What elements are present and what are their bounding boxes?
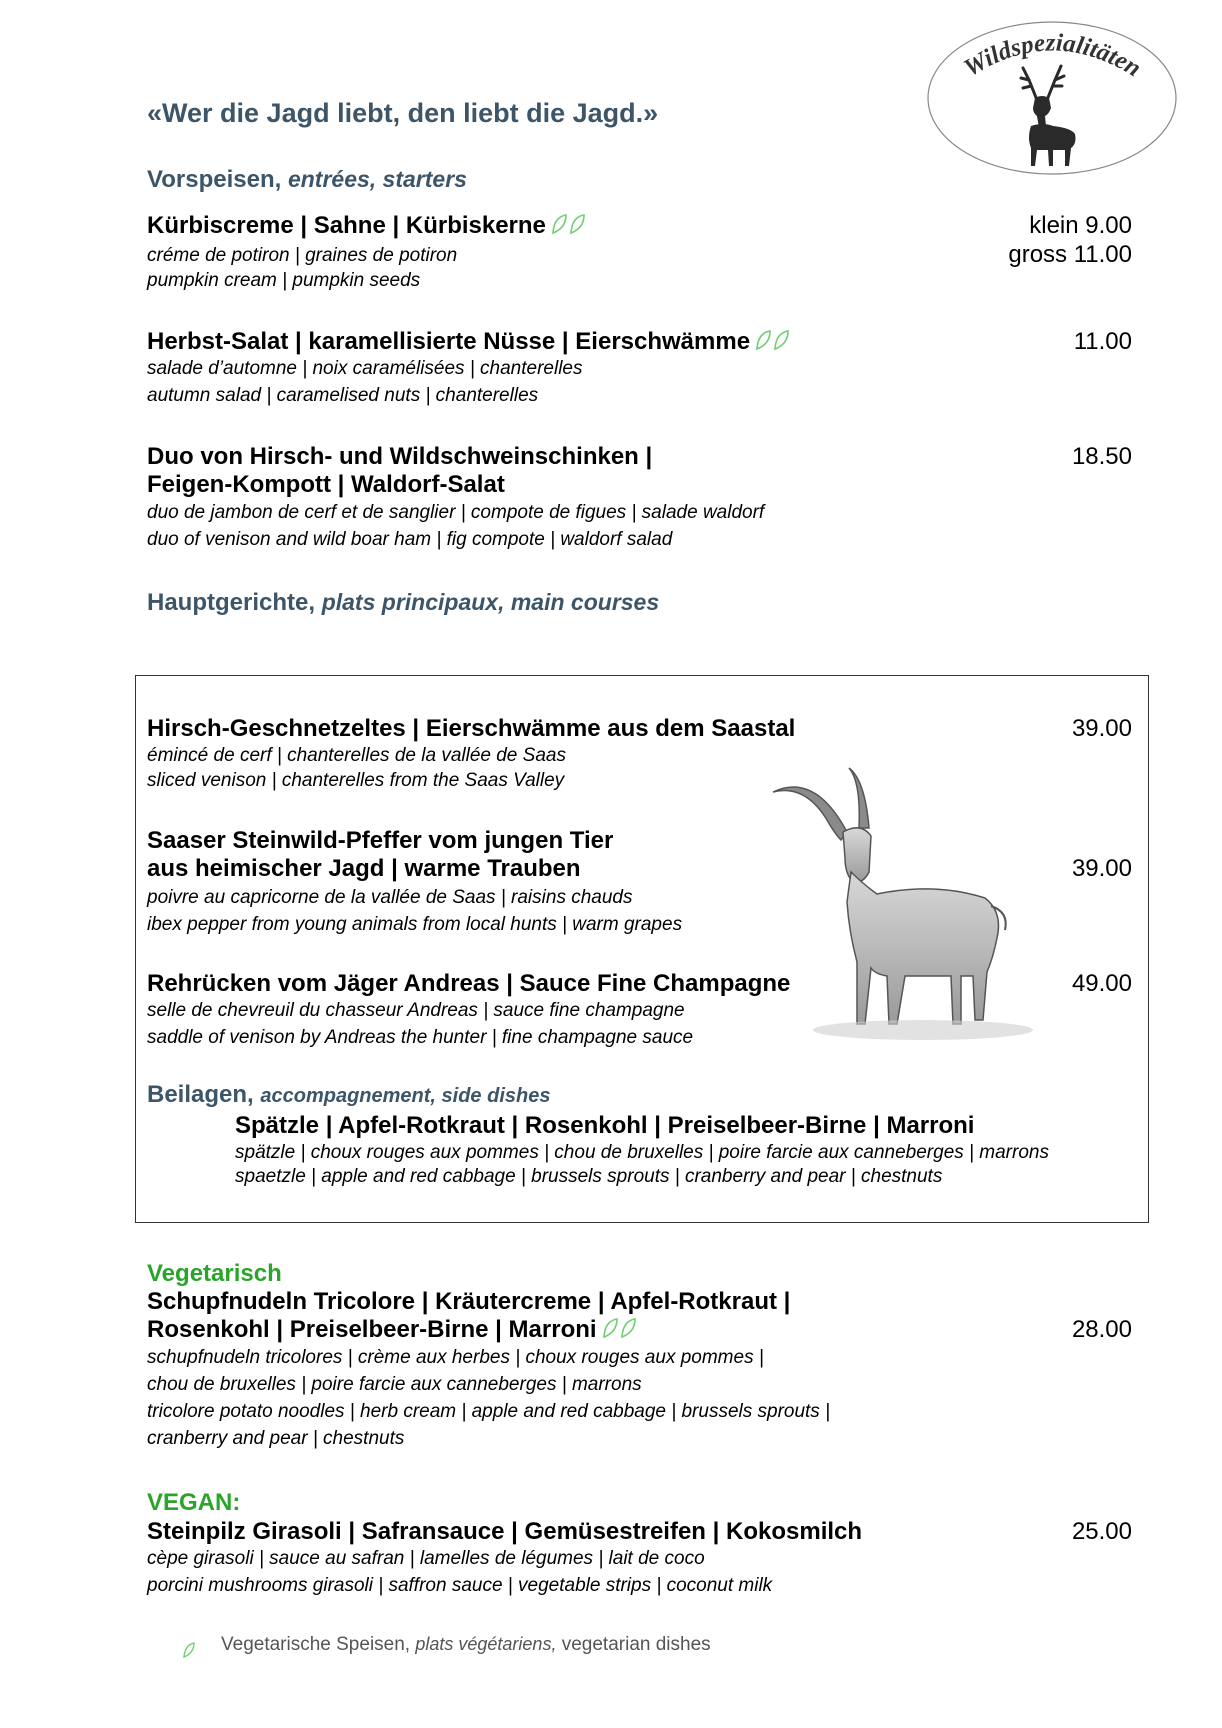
page-title: «Wer die Jagd liebt, den liebt die Jagd.» — [147, 98, 659, 128]
vegetarian-leaf-icon — [754, 328, 790, 352]
dish-name-line1: Duo von Hirsch- und Wildschweinschinken | — [147, 443, 653, 470]
section-heading-hauptgerichte — [147, 589, 659, 617]
side-dishes-fr: spätzle | choux rouges aux pommes | chou de bruxelles | poire farcie aux canneberges | marrons — [235, 1142, 1049, 1163]
dish-desc-en: duo of venison and wild boar ham | fig compote | waldorf salad — [147, 529, 673, 550]
vegetarian-leaf-icon — [182, 1641, 196, 1659]
legend-fr: plats végétariens, — [415, 1634, 557, 1654]
dish-desc-en-line1: tricolore potato noodles | herb cream | apple and red cabbage | brussels sprouts | — [147, 1401, 831, 1422]
vegetarian-legend — [221, 1634, 711, 1656]
dish-desc-fr: créme de potiron | graines de potiron — [147, 245, 458, 266]
dish-desc-en: ibex pepper from young animals from local hunts | warm grapes — [147, 914, 683, 935]
dish-rehruecken — [147, 970, 790, 998]
wildspezialitaeten-logo — [925, 18, 1180, 178]
dish-desc-fr-line1: schupfnudeln tricolores | crème aux herbes | choux rouges aux pommes | — [147, 1347, 764, 1368]
dish-steinwild-pfeffer — [147, 827, 613, 883]
dish-desc-en: sliced venison | chanterelles from the Saas Valley — [147, 770, 565, 791]
dish-name: Kürbiscreme | Sahne | Kürbiskerne — [147, 212, 546, 239]
dish-name-line2-wrap — [147, 1316, 790, 1344]
dish-name: Hirsch-Geschnetzeltes | Eierschwämme aus dem Saastal — [147, 715, 796, 742]
vegetarian-leaf-icon — [601, 1316, 637, 1340]
dish-desc-fr: salade d’automne | noix caramélisées | chanterelles — [147, 358, 583, 379]
dish-hirsch-geschnetzeltes — [147, 715, 795, 743]
price-large: gross 11.00 — [1008, 241, 1132, 268]
heading-de: Vorspeisen, — [147, 166, 282, 193]
dish-name-line1: Schupfnudeln Tricolore | Kräutercreme | Apfel-Rotkraut | — [147, 1288, 791, 1315]
ibex-illustration — [765, 762, 1035, 1052]
dish-desc-fr: émincé de cerf | chanterelles de la vallée de Saas — [147, 745, 566, 766]
dish-herbst-salat — [147, 328, 790, 356]
dish-price: 39.00 — [1071, 715, 1132, 742]
dish-name-line2: aus heimischer Jagd | warme Trauben — [147, 855, 581, 882]
dish-desc-en-line2: cranberry and pear | chestnuts — [147, 1428, 405, 1449]
dish-schupfnudeln — [147, 1288, 790, 1344]
dish-price: 25.00 — [1071, 1518, 1132, 1545]
heading-de: Hauptgerichte, — [147, 589, 316, 616]
deer-logo-icon — [1021, 66, 1076, 166]
dish-desc-fr: selle de chevreuil du chasseur Andreas | sauce fine champagne — [147, 1000, 685, 1021]
heading-sub: accompagnement, side dishes — [260, 1085, 551, 1107]
dish-kuerbiscreme — [147, 212, 586, 240]
side-dishes-en: spaetzle | apple and red cabbage | brussels sprouts | cranberry and pear | chestnuts — [235, 1166, 943, 1187]
section-heading-vegetarisch: Vegetarisch — [147, 1260, 282, 1287]
svg-text:Wildspezialitäten — [959, 29, 1145, 82]
dish-name-line2: Rosenkohl | Preiselbeer-Birne | Marroni — [147, 1316, 597, 1343]
heading-de: Beilagen, — [147, 1081, 254, 1108]
dish-price: 11.00 — [1073, 328, 1132, 355]
dish-desc-fr: cèpe girasoli | sauce au safran | lamelles de légumes | lait de coco — [147, 1548, 705, 1569]
dish-name-line2: Feigen-Kompott | Waldorf-Salat — [147, 471, 505, 498]
dish-price: 28.00 — [1071, 1316, 1132, 1343]
vegetarian-leaf-icon — [550, 212, 586, 236]
dish-name: Rehrücken vom Jäger Andreas | Sauce Fine Champagne — [147, 970, 791, 997]
price-small: klein 9.00 — [1029, 212, 1132, 239]
section-heading-vegan: VEGAN: — [147, 1489, 241, 1516]
dish-steinpilz-girasoli: Steinpilz Girasoli | Safransauce | Gemüsestreifen | Kokosmilch — [147, 1518, 863, 1545]
dish-name: Herbst-Salat | karamellisierte Nüsse | Eierschwämme — [147, 328, 751, 355]
dish-desc-en: porcini mushrooms girasoli | saffron sauce | vegetable strips | coconut milk — [147, 1575, 773, 1596]
dish-price: 49.00 — [1071, 970, 1132, 997]
dish-name-line1: Saaser Steinwild-Pfeffer vom jungen Tier — [147, 827, 614, 854]
section-heading-beilagen — [147, 1081, 550, 1109]
dish-desc-fr: duo de jambon de cerf et de sanglier | compote de figues | salade waldorf — [147, 502, 765, 523]
heading-sub: plats principaux, main courses — [321, 589, 660, 615]
section-heading-vorspeisen — [147, 166, 467, 194]
logo-text: Wildspezialitäten — [959, 29, 1146, 83]
side-dishes-name: Spätzle | Apfel-Rotkraut | Rosenkohl | Preiselbeer-Birne | Marroni — [235, 1112, 975, 1139]
dish-desc-fr-line2: chou de bruxelles | poire farcie aux canneberges | marrons — [147, 1374, 642, 1395]
dish-price: 18.50 — [1071, 443, 1132, 470]
dish-price: 39.00 — [1071, 855, 1132, 882]
dish-desc-fr: poivre au capricorne de la vallée de Saas | raisins chauds — [147, 887, 633, 908]
dish-desc-en: pumpkin cream | pumpkin seeds — [147, 270, 421, 291]
dish-desc-en: autumn salad | caramelised nuts | chanterelles — [147, 385, 539, 406]
heading-sub: entrées, starters — [287, 166, 467, 192]
dish-duo-schinken — [147, 443, 652, 499]
legend-de: Vegetarische Speisen, — [221, 1634, 411, 1655]
dish-desc-en: saddle of venison by Andreas the hunter | fine champagne sauce — [147, 1027, 694, 1048]
legend-en: vegetarian dishes — [561, 1634, 711, 1655]
